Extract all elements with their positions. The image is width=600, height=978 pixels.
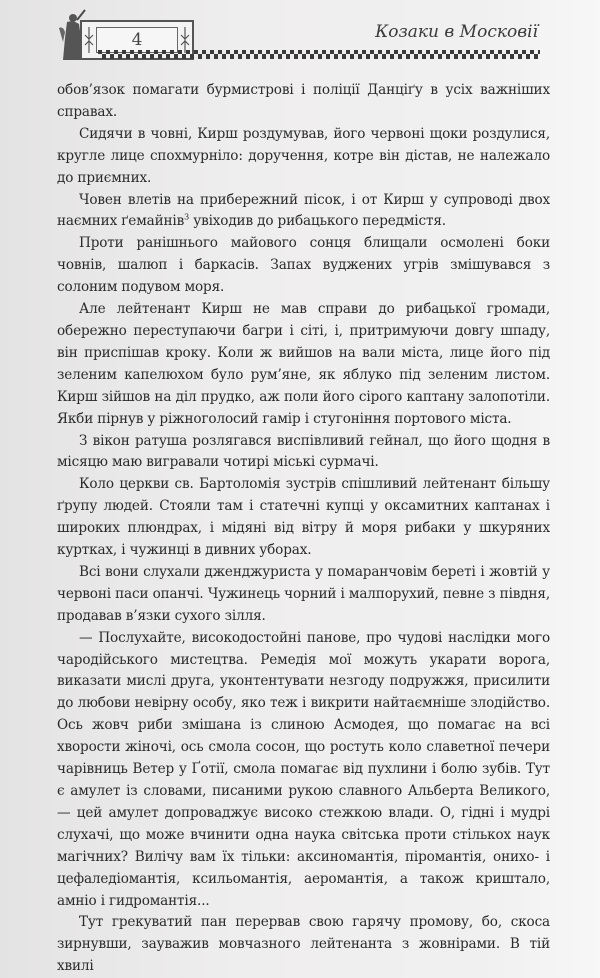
paragraph: Проти ранішнього майового сонця блищали осмолені боки човнів, шалюп і баркасів. Запах вуджених угрів змішувався з солоним подувом моря. bbox=[57, 235, 550, 296]
paragraph: Всі вони слухали дженджуриста у помаранчовім береті і жовтій у червоні паси опанчі. Чужинець чорний і малпорухий, певне з півдня, продавав в’язки сухого зілля. bbox=[57, 563, 550, 624]
checkered-border bbox=[98, 50, 540, 59]
floral-ornament-icon bbox=[84, 25, 94, 55]
paragraph-text: Човен влетів на прибережний пісок, і от Кирш у супроводі двох наємних ґемайнів bbox=[57, 191, 550, 230]
page-body bbox=[57, 80, 550, 978]
running-title: Козаки в Московії bbox=[375, 22, 538, 42]
paragraph: Але лейтенант Кирш не мав справи до рибацької громади, обережно переступаючи багри і сіті, і, притримуючи довгу шпаду, він приспішав кроку. Коли ж вийшов на вали міста, лице його під зеленим капелюхом було рум’яне, як яблуко під зеленим листом. Кирш зійшов на діл прудко, аж поли його сірого каптану залопотіли. Якби пірнув у ріжноголосий гамір і стугоніння портового міста. bbox=[57, 301, 550, 427]
paragraph: З вікон ратуша розлягався виспівливий гейнал, що його щодня в місяцю маю вигравали чотирі міські сурмачі. bbox=[57, 432, 550, 471]
paragraph: Коло церкви св. Бартоломія зустрів спішливий лейтенант більшу ґрупу людей. Стояли там і статечні купці у оксамитних каптанах і широких плюндрах, і мідяні від вітру й моря рибаки у шкуряних куртках, і чужинці в дивних уборах. bbox=[57, 476, 550, 559]
paragraph bbox=[57, 190, 550, 234]
page-header bbox=[0, 0, 600, 70]
page-number: 4 bbox=[96, 27, 178, 53]
paragraph: — Послухайте, високодостойні панове, про чудові наслідки мого чародійського мистецтва. Ремедія мої можуть укарати ворога, виказати мислі друга, уконтентувати незгоду подружжя, присилити до любови невірну особу, яко теж і викрити найтаємніше злодійство. Ось жовч риби змішана із слиною Асмодея, що помагає на всі хворости жіночі, ось смола сосон, що ростуть коло славетної печери чарівниць Ветер у Ґотії, смола помагає від пухлини і болю зубів. Тут є амулет із словами, писаними рукою славного Альберта Великого, — цей амулет допроваджує високо стежкою влади. О, гідні і мудрі слухачі, що може вчинити одна наука світська проти стількох наук магічних? Вилічу вам їх тільки: аксиномантія, піромантія, онихо- і цефаледіомантія, ксильомантія, аеромантія, а також криштало, амніо і гидромантія... bbox=[57, 629, 550, 909]
paragraph: Сидячи в човні, Кирш роздумував, його червоні щоки роздулися, кругле лице спохмурніло: доручення, котре він дістав, не належало до приємних. bbox=[57, 125, 550, 186]
paragraph: обов’язок помагати бурмистрові і поліції Данціґу в усіх важніших справах. bbox=[57, 82, 550, 120]
paragraph-text: увіходив до рибацького передмістя. bbox=[189, 213, 446, 230]
paragraph: Тут грекуватий пан перервав свою гарячу промову, бо, скоса зирнувши, зауважив мовчазного лейтенанта з жовнірами. В тій хвилі bbox=[57, 914, 550, 975]
footnote-marker[interactable]: 3 bbox=[184, 212, 190, 222]
